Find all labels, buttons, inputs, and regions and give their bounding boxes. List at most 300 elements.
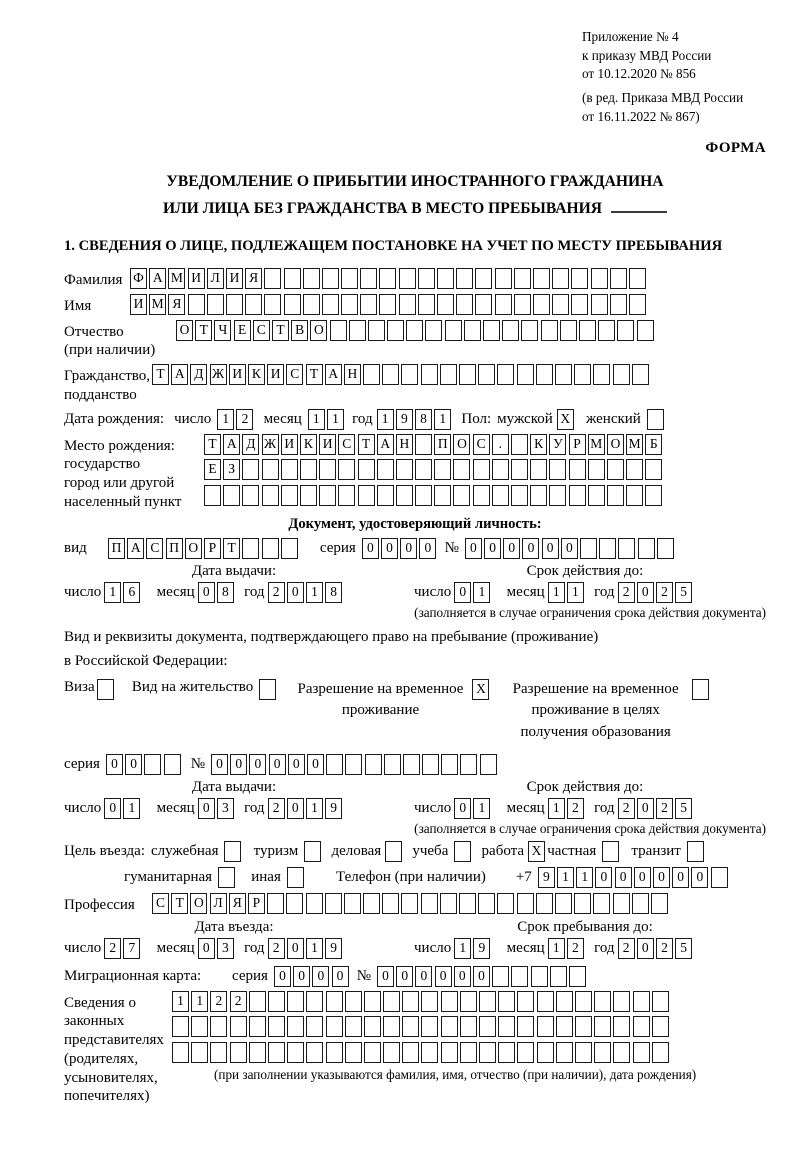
char-cell[interactable]: 9 xyxy=(325,798,342,819)
char-cell[interactable] xyxy=(341,268,358,289)
char-cell[interactable] xyxy=(514,268,531,289)
char-cell[interactable] xyxy=(575,1042,592,1063)
char-cell[interactable]: 1 xyxy=(377,409,394,430)
char-cell[interactable] xyxy=(560,320,577,341)
char-cell[interactable] xyxy=(364,991,381,1012)
char-cell[interactable]: Е xyxy=(204,459,221,480)
char-cell[interactable]: И xyxy=(130,294,147,315)
char-cell[interactable] xyxy=(300,459,317,480)
char-cell[interactable] xyxy=(249,991,266,1012)
char-cell[interactable] xyxy=(460,991,477,1012)
char-cell[interactable] xyxy=(549,459,566,480)
char-cell[interactable]: 1 xyxy=(434,409,451,430)
char-cell[interactable] xyxy=(384,754,401,775)
char-cell[interactable]: 2 xyxy=(618,798,635,819)
char-cell[interactable] xyxy=(459,893,476,914)
char-cell[interactable] xyxy=(613,991,630,1012)
char-cell[interactable] xyxy=(652,1016,669,1037)
char-cell[interactable] xyxy=(326,754,343,775)
char-cell[interactable] xyxy=(550,966,567,987)
purpose-business-checkbox[interactable] xyxy=(385,841,402,862)
char-cell[interactable] xyxy=(401,364,418,385)
char-cell[interactable] xyxy=(440,893,457,914)
char-cell[interactable] xyxy=(591,268,608,289)
char-cell[interactable] xyxy=(533,268,550,289)
char-cell[interactable]: 3 xyxy=(217,798,234,819)
char-cell[interactable] xyxy=(613,1016,630,1037)
char-cell[interactable] xyxy=(322,294,339,315)
char-cell[interactable] xyxy=(594,1042,611,1063)
char-cell[interactable] xyxy=(204,485,221,506)
char-cell[interactable]: 5 xyxy=(675,582,692,603)
char-cell[interactable] xyxy=(281,538,298,559)
char-cell[interactable] xyxy=(434,459,451,480)
char-cell[interactable] xyxy=(377,459,394,480)
char-cell[interactable]: А xyxy=(127,538,144,559)
char-cell[interactable]: 0 xyxy=(637,938,654,959)
char-cell[interactable] xyxy=(441,1042,458,1063)
char-cell[interactable] xyxy=(517,364,534,385)
char-cell[interactable] xyxy=(456,268,473,289)
char-cell[interactable] xyxy=(502,320,519,341)
char-cell[interactable] xyxy=(498,1042,515,1063)
char-cell[interactable] xyxy=(492,459,509,480)
char-cell[interactable]: И xyxy=(281,434,298,455)
char-cell[interactable]: К xyxy=(300,434,317,455)
char-cell[interactable] xyxy=(441,754,458,775)
char-cell[interactable]: 0 xyxy=(473,966,490,987)
char-cell[interactable] xyxy=(379,268,396,289)
char-cell[interactable] xyxy=(230,1042,247,1063)
char-cell[interactable] xyxy=(575,991,592,1012)
char-cell[interactable]: 2 xyxy=(618,582,635,603)
char-cell[interactable]: 0 xyxy=(211,754,228,775)
char-cell[interactable] xyxy=(617,320,634,341)
char-cell[interactable] xyxy=(363,364,380,385)
char-cell[interactable] xyxy=(456,294,473,315)
char-cell[interactable]: 6 xyxy=(123,582,140,603)
char-cell[interactable]: 0 xyxy=(381,538,398,559)
char-cell[interactable] xyxy=(638,538,655,559)
char-cell[interactable] xyxy=(440,364,457,385)
char-cell[interactable] xyxy=(421,893,438,914)
char-cell[interactable]: 9 xyxy=(473,938,490,959)
char-cell[interactable] xyxy=(517,1042,534,1063)
char-cell[interactable]: 8 xyxy=(325,582,342,603)
char-cell[interactable]: 0 xyxy=(454,582,471,603)
char-cell[interactable] xyxy=(579,320,596,341)
char-cell[interactable]: 2 xyxy=(230,991,247,1012)
char-cell[interactable] xyxy=(610,294,627,315)
char-cell[interactable]: 0 xyxy=(465,538,482,559)
char-cell[interactable]: К xyxy=(248,364,265,385)
char-cell[interactable] xyxy=(497,893,514,914)
char-cell[interactable] xyxy=(319,485,336,506)
char-cell[interactable]: 0 xyxy=(634,867,651,888)
char-cell[interactable]: 0 xyxy=(104,798,121,819)
char-cell[interactable] xyxy=(541,320,558,341)
char-cell[interactable] xyxy=(382,893,399,914)
char-cell[interactable] xyxy=(345,1016,362,1037)
char-cell[interactable]: 1 xyxy=(473,582,490,603)
purpose-work-checkbox[interactable]: X xyxy=(528,841,545,862)
char-cell[interactable]: 0 xyxy=(637,798,654,819)
char-cell[interactable] xyxy=(401,893,418,914)
char-cell[interactable]: 0 xyxy=(637,582,654,603)
sex-female-checkbox[interactable] xyxy=(647,409,664,430)
char-cell[interactable] xyxy=(300,485,317,506)
char-cell[interactable] xyxy=(478,893,495,914)
char-cell[interactable] xyxy=(358,485,375,506)
char-cell[interactable] xyxy=(657,538,674,559)
char-cell[interactable]: 7 xyxy=(123,938,140,959)
char-cell[interactable] xyxy=(191,1042,208,1063)
char-cell[interactable] xyxy=(402,991,419,1012)
char-cell[interactable]: 1 xyxy=(548,582,565,603)
char-cell[interactable]: 0 xyxy=(454,798,471,819)
char-cell[interactable] xyxy=(633,991,650,1012)
char-cell[interactable]: П xyxy=(434,434,451,455)
char-cell[interactable] xyxy=(326,1016,343,1037)
char-cell[interactable]: С xyxy=(253,320,270,341)
char-cell[interactable] xyxy=(473,485,490,506)
char-cell[interactable]: З xyxy=(223,459,240,480)
char-cell[interactable] xyxy=(144,754,161,775)
char-cell[interactable]: Д xyxy=(190,364,207,385)
char-cell[interactable]: 1 xyxy=(557,867,574,888)
char-cell[interactable]: А xyxy=(325,364,342,385)
char-cell[interactable]: К xyxy=(530,434,547,455)
char-cell[interactable] xyxy=(613,364,630,385)
char-cell[interactable] xyxy=(594,991,611,1012)
char-cell[interactable] xyxy=(383,1016,400,1037)
char-cell[interactable] xyxy=(652,991,669,1012)
char-cell[interactable] xyxy=(402,1016,419,1037)
char-cell[interactable]: 1 xyxy=(576,867,593,888)
char-cell[interactable] xyxy=(418,268,435,289)
char-cell[interactable]: 1 xyxy=(548,938,565,959)
char-cell[interactable] xyxy=(464,320,481,341)
char-cell[interactable] xyxy=(249,1016,266,1037)
char-cell[interactable] xyxy=(268,991,285,1012)
char-cell[interactable] xyxy=(521,320,538,341)
char-cell[interactable]: Т xyxy=(223,538,240,559)
char-cell[interactable]: 2 xyxy=(656,938,673,959)
char-cell[interactable]: Т xyxy=(152,364,169,385)
char-cell[interactable] xyxy=(360,268,377,289)
char-cell[interactable] xyxy=(399,294,416,315)
char-cell[interactable]: 2 xyxy=(567,938,584,959)
char-cell[interactable]: С xyxy=(152,893,169,914)
char-cell[interactable] xyxy=(360,294,377,315)
char-cell[interactable] xyxy=(591,294,608,315)
char-cell[interactable] xyxy=(575,1016,592,1037)
char-cell[interactable] xyxy=(306,893,323,914)
char-cell[interactable]: М xyxy=(168,268,185,289)
char-cell[interactable] xyxy=(345,754,362,775)
char-cell[interactable]: 0 xyxy=(125,754,142,775)
char-cell[interactable]: 0 xyxy=(287,938,304,959)
char-cell[interactable]: А xyxy=(223,434,240,455)
char-cell[interactable]: Ж xyxy=(210,364,227,385)
char-cell[interactable]: М xyxy=(588,434,605,455)
char-cell[interactable] xyxy=(396,485,413,506)
char-cell[interactable]: 0 xyxy=(653,867,670,888)
char-cell[interactable]: 2 xyxy=(236,409,253,430)
char-cell[interactable] xyxy=(172,1016,189,1037)
char-cell[interactable]: О xyxy=(176,320,193,341)
char-cell[interactable]: 0 xyxy=(307,754,324,775)
char-cell[interactable] xyxy=(349,320,366,341)
char-cell[interactable]: С xyxy=(286,364,303,385)
char-cell[interactable]: 0 xyxy=(198,938,215,959)
char-cell[interactable]: 1 xyxy=(306,582,323,603)
char-cell[interactable]: А xyxy=(171,364,188,385)
char-cell[interactable] xyxy=(514,294,531,315)
char-cell[interactable] xyxy=(460,1016,477,1037)
char-cell[interactable] xyxy=(478,364,495,385)
char-cell[interactable]: Р xyxy=(204,538,221,559)
char-cell[interactable] xyxy=(434,485,451,506)
char-cell[interactable] xyxy=(652,1042,669,1063)
char-cell[interactable] xyxy=(210,1042,227,1063)
char-cell[interactable]: 0 xyxy=(691,867,708,888)
char-cell[interactable] xyxy=(517,893,534,914)
char-cell[interactable] xyxy=(594,1016,611,1037)
char-cell[interactable] xyxy=(556,1042,573,1063)
char-cell[interactable] xyxy=(530,459,547,480)
char-cell[interactable] xyxy=(588,459,605,480)
char-cell[interactable]: 0 xyxy=(332,966,349,987)
purpose-official-checkbox[interactable] xyxy=(224,841,241,862)
char-cell[interactable] xyxy=(284,294,301,315)
visa-checkbox[interactable] xyxy=(97,679,114,700)
char-cell[interactable]: 1 xyxy=(191,991,208,1012)
purpose-humanitarian-checkbox[interactable] xyxy=(218,867,235,888)
char-cell[interactable] xyxy=(264,268,281,289)
char-cell[interactable] xyxy=(480,754,497,775)
char-cell[interactable] xyxy=(556,991,573,1012)
char-cell[interactable] xyxy=(498,1016,515,1037)
char-cell[interactable]: П xyxy=(108,538,125,559)
char-cell[interactable]: 0 xyxy=(362,538,379,559)
char-cell[interactable] xyxy=(403,754,420,775)
char-cell[interactable]: Я xyxy=(229,893,246,914)
char-cell[interactable] xyxy=(569,459,586,480)
char-cell[interactable] xyxy=(396,459,413,480)
char-cell[interactable] xyxy=(479,1042,496,1063)
char-cell[interactable] xyxy=(421,1042,438,1063)
char-cell[interactable]: 1 xyxy=(104,582,121,603)
char-cell[interactable] xyxy=(492,966,509,987)
char-cell[interactable] xyxy=(651,893,668,914)
char-cell[interactable] xyxy=(286,893,303,914)
char-cell[interactable] xyxy=(242,459,259,480)
char-cell[interactable]: Н xyxy=(396,434,413,455)
char-cell[interactable]: Ж xyxy=(262,434,279,455)
char-cell[interactable] xyxy=(453,485,470,506)
char-cell[interactable] xyxy=(593,893,610,914)
char-cell[interactable]: Т xyxy=(195,320,212,341)
char-cell[interactable]: Л xyxy=(210,893,227,914)
char-cell[interactable]: 8 xyxy=(217,582,234,603)
char-cell[interactable]: 0 xyxy=(503,538,520,559)
char-cell[interactable] xyxy=(629,268,646,289)
char-cell[interactable]: 0 xyxy=(396,966,413,987)
char-cell[interactable] xyxy=(632,364,649,385)
char-cell[interactable] xyxy=(511,459,528,480)
char-cell[interactable] xyxy=(365,754,382,775)
char-cell[interactable]: 1 xyxy=(306,938,323,959)
char-cell[interactable]: С xyxy=(146,538,163,559)
char-cell[interactable] xyxy=(613,893,630,914)
char-cell[interactable]: С xyxy=(473,434,490,455)
char-cell[interactable] xyxy=(610,268,627,289)
char-cell[interactable] xyxy=(593,364,610,385)
char-cell[interactable] xyxy=(415,459,432,480)
char-cell[interactable] xyxy=(483,320,500,341)
char-cell[interactable] xyxy=(281,459,298,480)
char-cell[interactable] xyxy=(441,991,458,1012)
char-cell[interactable] xyxy=(406,320,423,341)
char-cell[interactable]: 2 xyxy=(656,582,673,603)
char-cell[interactable]: 0 xyxy=(198,798,215,819)
char-cell[interactable] xyxy=(556,1016,573,1037)
char-cell[interactable] xyxy=(421,991,438,1012)
purpose-tourism-checkbox[interactable] xyxy=(304,841,321,862)
purpose-study-checkbox[interactable] xyxy=(454,841,471,862)
char-cell[interactable] xyxy=(645,485,662,506)
char-cell[interactable] xyxy=(552,268,569,289)
char-cell[interactable]: 1 xyxy=(308,409,325,430)
char-cell[interactable] xyxy=(607,459,624,480)
purpose-transit-checkbox[interactable] xyxy=(687,841,704,862)
char-cell[interactable] xyxy=(210,1016,227,1037)
char-cell[interactable] xyxy=(569,966,586,987)
char-cell[interactable] xyxy=(207,294,224,315)
char-cell[interactable] xyxy=(281,485,298,506)
char-cell[interactable] xyxy=(437,294,454,315)
char-cell[interactable] xyxy=(453,459,470,480)
char-cell[interactable] xyxy=(533,294,550,315)
char-cell[interactable] xyxy=(242,485,259,506)
char-cell[interactable] xyxy=(626,459,643,480)
char-cell[interactable]: 1 xyxy=(172,991,189,1012)
char-cell[interactable]: . xyxy=(492,434,509,455)
char-cell[interactable] xyxy=(537,1042,554,1063)
char-cell[interactable] xyxy=(555,364,572,385)
char-cell[interactable]: 0 xyxy=(274,966,291,987)
char-cell[interactable] xyxy=(517,991,534,1012)
char-cell[interactable] xyxy=(479,1016,496,1037)
char-cell[interactable] xyxy=(711,867,728,888)
char-cell[interactable] xyxy=(498,991,515,1012)
char-cell[interactable]: 0 xyxy=(595,867,612,888)
char-cell[interactable]: 2 xyxy=(567,798,584,819)
char-cell[interactable]: 0 xyxy=(106,754,123,775)
char-cell[interactable]: О xyxy=(453,434,470,455)
char-cell[interactable]: 0 xyxy=(615,867,632,888)
char-cell[interactable] xyxy=(387,320,404,341)
char-cell[interactable] xyxy=(531,966,548,987)
char-cell[interactable]: 0 xyxy=(415,966,432,987)
char-cell[interactable] xyxy=(268,1042,285,1063)
char-cell[interactable]: А xyxy=(377,434,394,455)
char-cell[interactable] xyxy=(536,364,553,385)
char-cell[interactable] xyxy=(607,485,624,506)
char-cell[interactable] xyxy=(552,294,569,315)
char-cell[interactable] xyxy=(645,459,662,480)
char-cell[interactable] xyxy=(262,485,279,506)
char-cell[interactable]: 0 xyxy=(287,582,304,603)
char-cell[interactable]: Ч xyxy=(214,320,231,341)
char-cell[interactable]: 0 xyxy=(249,754,266,775)
char-cell[interactable]: 0 xyxy=(522,538,539,559)
char-cell[interactable] xyxy=(223,485,240,506)
char-cell[interactable]: И xyxy=(267,364,284,385)
char-cell[interactable]: Е xyxy=(234,320,251,341)
char-cell[interactable] xyxy=(330,320,347,341)
char-cell[interactable] xyxy=(262,538,279,559)
char-cell[interactable]: 1 xyxy=(217,409,234,430)
char-cell[interactable] xyxy=(517,1016,534,1037)
char-cell[interactable] xyxy=(319,459,336,480)
char-cell[interactable]: И xyxy=(226,268,243,289)
char-cell[interactable]: В xyxy=(291,320,308,341)
char-cell[interactable]: 2 xyxy=(210,991,227,1012)
char-cell[interactable]: 1 xyxy=(327,409,344,430)
char-cell[interactable] xyxy=(415,485,432,506)
char-cell[interactable]: М xyxy=(149,294,166,315)
char-cell[interactable]: Б xyxy=(645,434,662,455)
char-cell[interactable] xyxy=(511,485,528,506)
char-cell[interactable] xyxy=(338,459,355,480)
char-cell[interactable]: 1 xyxy=(473,798,490,819)
char-cell[interactable]: Н xyxy=(344,364,361,385)
char-cell[interactable] xyxy=(363,893,380,914)
char-cell[interactable]: 0 xyxy=(419,538,436,559)
char-cell[interactable] xyxy=(497,364,514,385)
char-cell[interactable] xyxy=(245,294,262,315)
char-cell[interactable] xyxy=(379,294,396,315)
char-cell[interactable]: П xyxy=(166,538,183,559)
char-cell[interactable]: Р xyxy=(248,893,265,914)
char-cell[interactable] xyxy=(382,364,399,385)
char-cell[interactable]: 1 xyxy=(123,798,140,819)
char-cell[interactable] xyxy=(345,1042,362,1063)
char-cell[interactable] xyxy=(383,1042,400,1063)
char-cell[interactable] xyxy=(242,538,259,559)
temp-residence-checkbox[interactable]: X xyxy=(472,679,489,700)
char-cell[interactable]: Т xyxy=(306,364,323,385)
char-cell[interactable]: 2 xyxy=(104,938,121,959)
char-cell[interactable]: Д xyxy=(242,434,259,455)
char-cell[interactable]: Т xyxy=(358,434,375,455)
char-cell[interactable]: 0 xyxy=(561,538,578,559)
char-cell[interactable] xyxy=(460,1042,477,1063)
char-cell[interactable] xyxy=(626,485,643,506)
char-cell[interactable] xyxy=(569,485,586,506)
char-cell[interactable] xyxy=(536,893,553,914)
char-cell[interactable] xyxy=(264,294,281,315)
char-cell[interactable]: 0 xyxy=(454,966,471,987)
char-cell[interactable] xyxy=(441,1016,458,1037)
char-cell[interactable] xyxy=(364,1016,381,1037)
char-cell[interactable] xyxy=(598,320,615,341)
char-cell[interactable] xyxy=(415,434,432,455)
char-cell[interactable] xyxy=(530,485,547,506)
char-cell[interactable]: У xyxy=(549,434,566,455)
